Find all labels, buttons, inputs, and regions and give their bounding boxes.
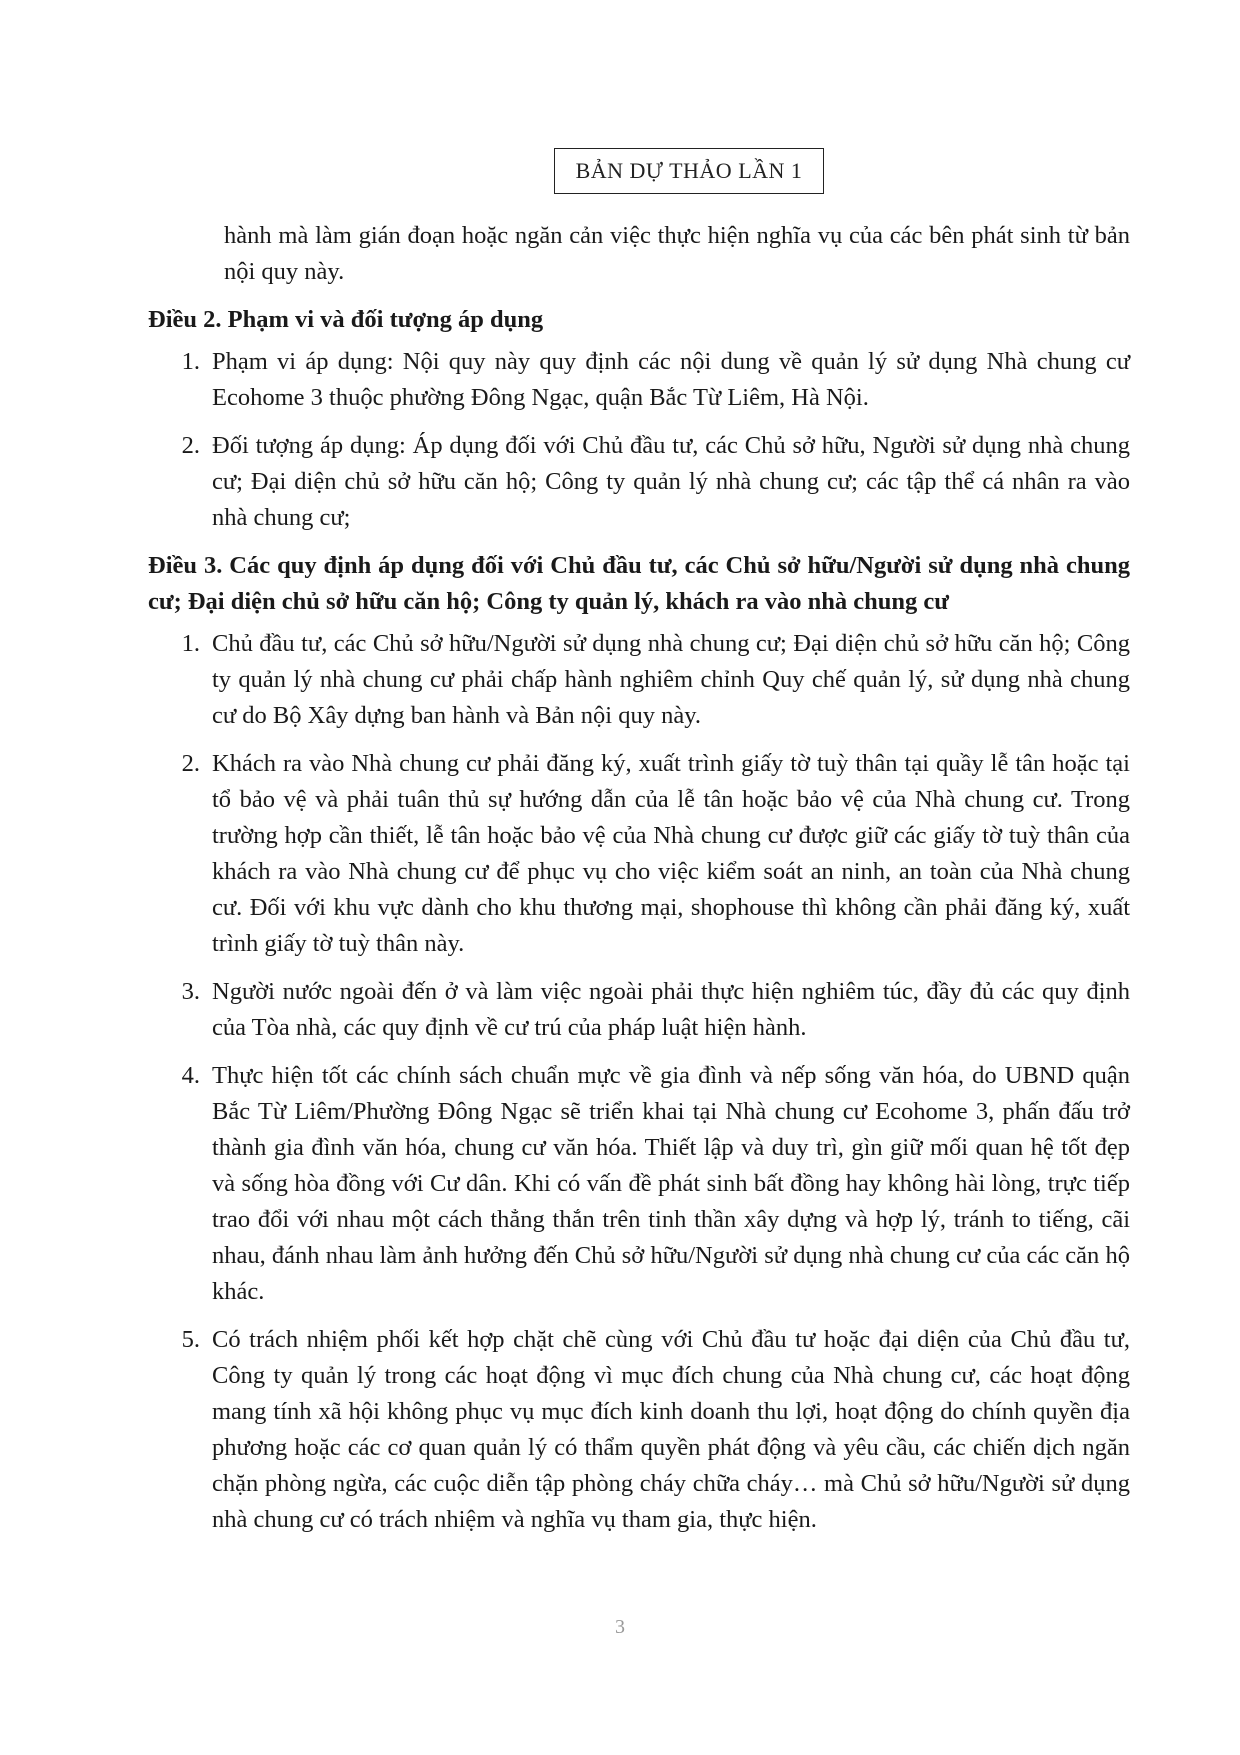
clause-text: Thực hiện tốt các chính sách chuẩn mực về gia đình và nếp sống văn hóa, do UBND quận Bắc Từ Liêm/Phường Đông Ngạc sẽ triển khai tại Nhà chung cư Ecohome 3, phấn đấu trở thành gia đình văn hóa, chung cư văn hóa. Thiết lập và duy trì, gìn giữ mối quan hệ tốt đẹp và sống hòa đồng với Cư dân. Khi có vấn đề phát sinh bất đồng hay không hài lòng, trực tiếp trao đổi với nhau một cách thẳng thắn trên tinh thần xây dựng và hợp lý, tránh to tiếng, cãi nhau, đánh nhau làm ảnh hưởng đến Chủ sở hữu/Người sử dụng nhà chung cư của các căn hộ khác. [212,1062,1130,1305]
document-body [148,218,1130,1550]
clause-number: 2. [181,750,200,777]
clause-text: Phạm vi áp dụng: Nội quy này quy định các nội dung về quản lý sử dụng Nhà chung cư Ecohome 3 thuộc phường Đông Ngạc, quận Bắc Từ Liêm, Hà Nội. [212,348,1130,411]
draft-label: BẢN DỰ THẢO LẦN 1 [575,158,803,183]
article-3 [148,548,1130,1538]
clause-item [148,626,1130,734]
clause-number: 3. [181,978,200,1005]
clause-number: 1. [181,348,200,375]
clause-number: 4. [181,1062,200,1089]
clause-number: 2. [181,432,200,459]
clause-text: Có trách nhiệm phối kết hợp chặt chẽ cùng với Chủ đầu tư hoặc đại diện của Chủ đầu tư, Công ty quản lý trong các hoạt động vì mục đích chung của Nhà chung cư, các hoạt động mang tính xã hội không phục vụ mục đích kinh doanh thu lợi, hoạt động do chính quyền địa phương hoặc các cơ quan quản lý có thẩm quyền phát động và yêu cầu, các chiến dịch ngăn chặn phòng ngừa, các cuộc diễn tập phòng cháy chữa cháy… mà Chủ sở hữu/Người sử dụng nhà chung cư có trách nhiệm và nghĩa vụ tham gia, thực hiện. [212,1326,1130,1533]
clause-text: Khách ra vào Nhà chung cư phải đăng ký, xuất trình giấy tờ tuỳ thân tại quầy lễ tân hoặc tại tổ bảo vệ và phải tuân thủ sự hướng dẫn của lễ tân hoặc bảo vệ của Nhà chung cư. Trong trường hợp cần thiết, lễ tân hoặc bảo vệ của Nhà chung cư được giữ các giấy tờ tuỳ thân của khách ra vào Nhà chung cư để phục vụ cho việc kiểm soát an ninh, an toàn của Nhà chung cư. Đối với khu vực dành cho khu thương mại, shophouse thì không cần phải đăng ký, xuất trình giấy tờ tuỳ thân này. [212,750,1130,957]
continuation-paragraph: hành mà làm gián đoạn hoặc ngăn cản việc thực hiện nghĩa vụ của các bên phát sinh từ bản nội quy này. [224,222,1130,285]
clause-item [148,974,1130,1046]
draft-label-box [554,148,824,194]
clause-text: Người nước ngoài đến ở và làm việc ngoài phải thực hiện nghiêm túc, đầy đủ các quy định của Tòa nhà, các quy định về cư trú của pháp luật hiện hành. [212,978,1130,1041]
page-number: 3 [615,1616,625,1638]
clause-item [148,1322,1130,1538]
clause-text: Đối tượng áp dụng: Áp dụng đối với Chủ đầu tư, các Chủ sở hữu, Người sử dụng nhà chung cư; Đại diện chủ sở hữu căn hộ; Công ty quản lý nhà chung cư; các tập thể cá nhân ra vào nhà chung cư; [212,432,1130,531]
article-2 [148,302,1130,536]
article-heading: Điều 3. Các quy định áp dụng đối với Chủ đầu tư, các Chủ sở hữu/Người sử dụng nhà chung cư; Đại diện chủ sở hữu căn hộ; Công ty quản lý, khách ra vào nhà chung cư [148,552,1130,615]
clause-item [148,344,1130,416]
clause-item [148,746,1130,962]
clause-number: 1. [181,630,200,657]
article-heading: Điều 2. Phạm vi và đối tượng áp dụng [148,306,544,333]
clause-text: Chủ đầu tư, các Chủ sở hữu/Người sử dụng nhà chung cư; Đại diện chủ sở hữu căn hộ; Công ty quản lý nhà chung cư phải chấp hành nghiêm chỉnh Quy chế quản lý, sử dụng nhà chung cư do Bộ Xây dựng ban hành và Bản nội quy này. [212,630,1130,729]
clause-item [148,1058,1130,1310]
clause-item [148,428,1130,536]
clause-number: 5. [181,1326,200,1353]
